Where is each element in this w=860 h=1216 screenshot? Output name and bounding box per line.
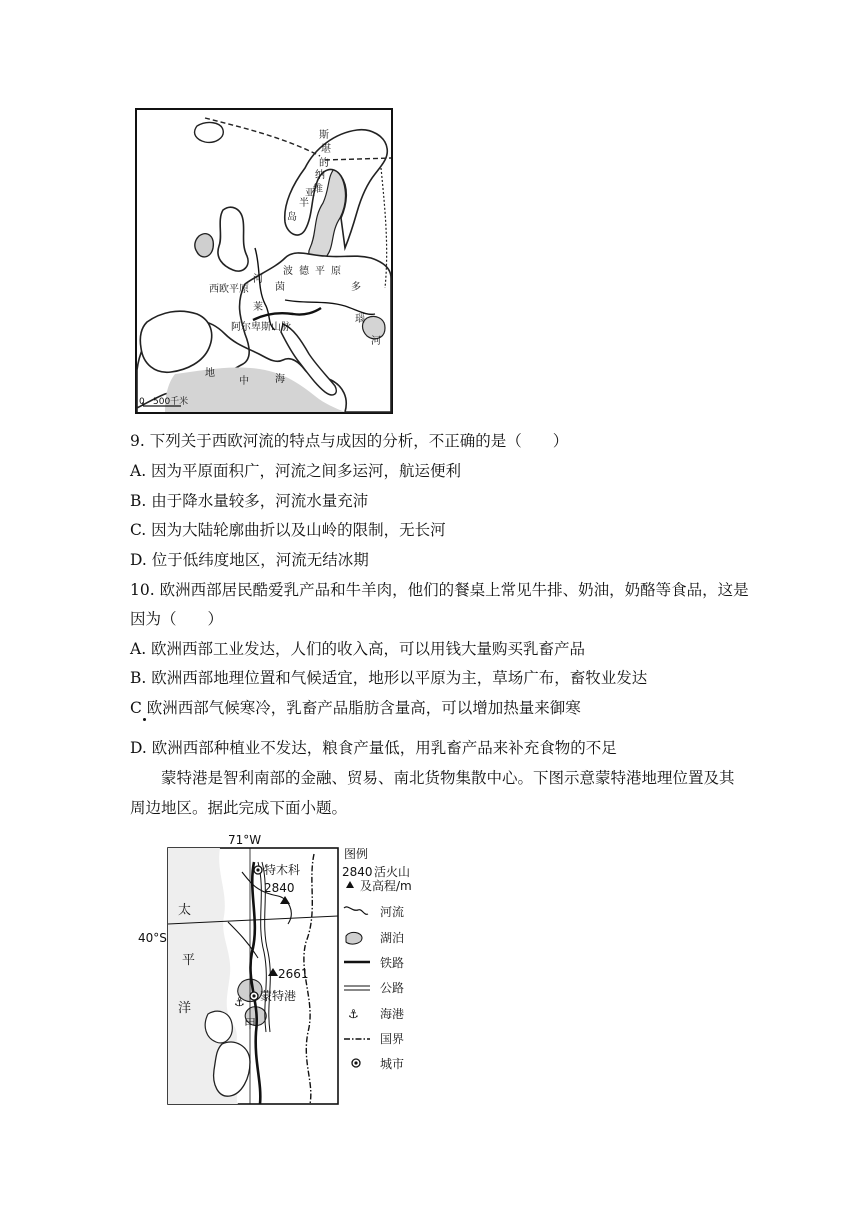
map2-city-puerto-montt: 蒙特港 xyxy=(260,989,297,1003)
map1-label: 瑙 xyxy=(355,314,365,325)
q9-stem: 9. 下列关于西欧河流的特点与成因的分析，不正确的是（ ） xyxy=(130,432,569,450)
map1-label: 河 xyxy=(253,274,263,285)
map1-scale-label: 500千米 xyxy=(153,397,189,407)
map1-label: 西欧平原 xyxy=(209,284,249,295)
q9-option-d: D. 位于低纬度地区，河流无结冰期 xyxy=(130,551,369,569)
ocr-dot-mark xyxy=(143,718,146,721)
q10-option-c: C 欧洲西部气候寒冷，乳畜产品脂肪含量高，可以增加热量来御寒 xyxy=(130,699,581,717)
map1-label: 德 xyxy=(299,266,309,277)
map2-jia-label: 甲 xyxy=(244,1017,257,1031)
map1-scale-zero: 0 xyxy=(139,397,145,407)
q9-option-c: C. 因为大陆轮廓曲折以及山岭的限制，无长河 xyxy=(130,521,446,539)
q10-stem-line2: 因为（ ） xyxy=(130,610,224,628)
map1-label: 波 xyxy=(283,266,293,277)
map1-label: 半 xyxy=(299,198,309,209)
map1-label: 多 xyxy=(351,282,361,293)
legend-port: 海港 xyxy=(380,1007,405,1021)
q10-stem-line1: 10. 欧洲西部居民酷爱乳产品和牛羊肉，他们的餐桌上常见牛排、奶油，奶酪等食品，这是 xyxy=(130,581,749,599)
legend-city: 城市 xyxy=(380,1057,405,1071)
map2-volcano1-height: 2840 xyxy=(264,881,295,895)
map2-ocean-label: 洋 xyxy=(178,1001,192,1016)
svg-text:⚓: ⚓ xyxy=(348,1007,359,1021)
map2-city-temuco: 特木科 xyxy=(264,863,301,877)
map1-label: 平 xyxy=(315,266,325,277)
q9-option-b: B. 由于降水量较多，河流水量充沛 xyxy=(130,492,369,510)
puerto-montt-map xyxy=(138,832,423,1107)
map2-lon-label: 71°W xyxy=(228,833,262,847)
map2-ocean-label: 平 xyxy=(182,953,196,968)
legend-river: 河流 xyxy=(380,905,405,919)
map1-label: 的 xyxy=(319,158,329,169)
map1-label: 中 xyxy=(239,376,249,387)
legend-volcano-label: 活火山 xyxy=(374,865,411,879)
map1-label: 海 xyxy=(275,374,285,385)
legend-lake: 湖泊 xyxy=(380,931,405,945)
legend-road: 公路 xyxy=(380,981,405,995)
europe-map xyxy=(135,108,393,414)
map2-volcano2-height: 2661 xyxy=(278,967,309,981)
map1-label: 河 xyxy=(371,336,381,347)
legend-volcano-label2: 及高程/m xyxy=(360,879,412,893)
q9-option-a: A. 因为平原面积广，河流之间多运河，航运便利 xyxy=(130,462,462,480)
map1-label: 岛 xyxy=(287,212,297,223)
q10-option-b: B. 欧洲西部地理位置和气候适宜，地形以平原为主，草场广布，畜牧业发达 xyxy=(130,669,648,687)
legend-title: 图例 xyxy=(344,847,369,861)
map1-label: 亚 xyxy=(305,188,315,199)
map1-label: 莱 xyxy=(253,302,263,313)
q10-option-a: A. 欧洲西部工业发达，人们的收入高，可以用钱大量购买乳畜产品 xyxy=(130,640,586,658)
svg-text:⚓: ⚓ xyxy=(234,995,245,1009)
intro-paragraph: 蒙特港是智利南部的金融、贸易、南北货物集散中心。下图示意蒙特港地理位置及其周边地区。据此完成下面小题。 xyxy=(130,769,735,817)
map1-label: 原 xyxy=(331,266,341,277)
legend-volcano-number: 2840 xyxy=(342,865,373,879)
map1-label: 地 xyxy=(205,368,215,379)
map1-label: 堪 xyxy=(321,144,331,155)
map1-label: 维 xyxy=(313,184,323,195)
map1-label: 纳 xyxy=(315,170,325,181)
map1-label: 茵 xyxy=(275,282,285,293)
legend-border: 国界 xyxy=(380,1032,405,1046)
q10-option-d: D. 欧洲西部种植业不发达，粮食产量低，用乳畜产品来补充食物的不足 xyxy=(130,739,617,757)
legend-railway: 铁路 xyxy=(380,956,405,970)
map1-label: 阿尔卑斯山脉 xyxy=(231,322,291,333)
map2-lat-label: 40°S xyxy=(138,931,167,945)
map2-ocean-label: 太 xyxy=(178,903,192,918)
map1-label: 斯 xyxy=(319,130,329,141)
